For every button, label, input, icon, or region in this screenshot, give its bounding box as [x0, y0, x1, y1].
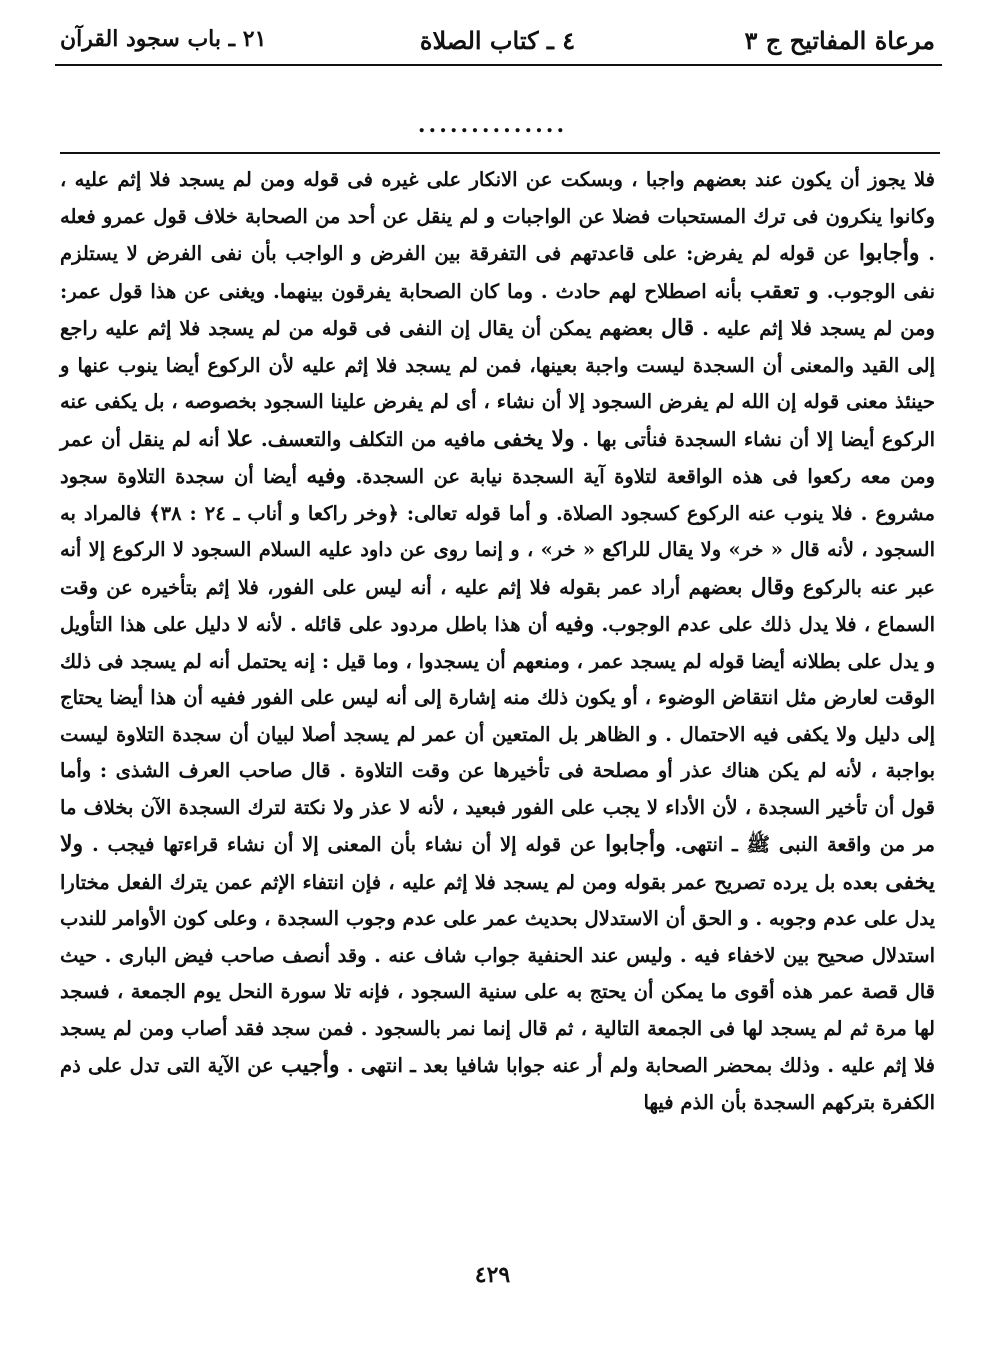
text-run: بعضهم يمكن أن يقال إن النفى فى قوله من لم يسجد فلا إثم عليه راجع إلى القيد والمعنى أن السجدة ليست واجبة بعينها، فمن لم يسجد فلا إثم عليه لأن الركوع أيضا ينوب عنها و حينئذ معنى قوله إن الله لم يفرض السجود إلا أن نشاء ، أى لم يفرض علينا السجود بخصوصه ، بل يكفى عنه الركوع أيضا إلا أن نشاء السجدة فنأتى بها .	[60, 317, 936, 451]
text-run: مافيه من التكلف والتعسف.	[260, 427, 486, 451]
keyword: وفيه	[554, 611, 595, 637]
text-run: أن هذا باطل مردود على قائله . لأنه لا دليل على هذا التأويل و يدل على بطلانه أيضا قوله لم يسجد عمر ، ومنعهم أن يسجدوا ، وما قيل : إنه يحتمل أنه لم يسجد فى ذلك الوقت لعارض مثل انتقاض الوضوء ، أو يكون ذلك منه إشارة إلى أنه ليس على الفور ففيه أن هذا أيضا يحتاج إلى دليل ولا يكفى فيه الاحتمال . و الظاهر بل المتعين أن عمر لم يسجد أصلا لبيان أن سجدة التلاوة ليست بواجبة ، لأنه لم يكن هناك عذر أو مصلحة فى تأخيرها عن وقت التلاوة . قال صاحب العرف الشذى : وأما قول أن تأخير السجدة ، لأن الأداء لا يجب على الفور فبعيد ، لأنه لا عذر ولا نكتة لترك السجدة الآن بخلاف ما مر من واقعة النبى ﷺ ـ انتهى.	[60, 613, 936, 856]
keyword: ولا يخفى	[60, 831, 935, 895]
text-run: أنه لم ينقل أن عمر ومن معه ركعوا فى هذه الواقعة لتلاوة آية السجدة نيابة عن السجدة.	[60, 427, 935, 488]
page-number: ٤٢٩	[474, 1262, 511, 1288]
keyword: وأجابوا	[858, 240, 920, 266]
chapter-title: ٤ ـ كتاب الصلاة	[419, 26, 576, 55]
text-run: أيضا أن سجدة التلاوة سجود مشروع . فلا ينوب عنه الركوع كسجود الصلاة. و أما قوله تعالى: ﴿وخر راكعا و أناب ـ ٢٤ : ٣٨﴾ فالمراد به السجود ، لأنه قال « خر» ولا يقال للراكع « خر» ، و إنما روى عن داود عليه السلام السجود لا الركوع إلا أنه عبر عنه بالركوع	[60, 465, 935, 599]
book-title: مرعاة المفاتيح ج ٣	[744, 26, 935, 55]
keyword: علا	[227, 425, 254, 452]
text-run: عن قوله لم يفرض: على قاعدتهم فى التفرقة بين الفرض و الواجب بأن نفى الفرض لا يستلزم نفى الوجوب.	[60, 242, 935, 303]
text-run: بعده بل يرده تصريح عمر بقوله ومن لم يسجد فلا إثم عليه ، فإن انتفاء الإثم عمن يترك الفعل مختارا يدل على عدم وجوبه . و الحق أن الاستدلال بحديث عمر على عدم وجوب السجدة ، وعلى كون الأوامر للندب استدلال صحيح بين لاخفاء فيه . وليس عند الحنفية جواب شاف عنه . وقد أنصف صاحب فيض البارى . حيث قال قصة عمر هذه أقوى ما يمكن أن يحتج به على سنية السجود ، فإنه تلا سورة النحل يوم الجمعة ، فسجد لها مرة ثم لم يسجد لها فى الجمعة التالية ، ثم قال إنما نمر بالسجود . فمن سجد فقد أصاب ومن لم يسجد فلا إثم عليه . وذلك بمحضر الصحابة ولم أر عنه جوابا شافيا بعد ـ انتهى .	[60, 870, 936, 1077]
header-divider	[55, 64, 942, 66]
text-run: عن الآية التى تدل على ذم الكفرة بتركهم السجدة بأن الذم فيها	[60, 1054, 935, 1114]
page-header	[60, 26, 935, 66]
keyword: وفيه	[306, 463, 346, 489]
text-run: بأنه اصطلاح لهم حادث . وما كان الصحابة يفرقون بينهما. ويغنى عن هذا قول عمر: ومن لم يسجد فلا إثم عليه .	[60, 279, 935, 340]
text-run: بعضهم أراد عمر بقوله فلا إثم عليه ، أنه ليس على الفور، فلا إثم بتأخيره عن وقت السماع ، فلا يدل ذلك على عدم الوجوب.	[60, 575, 935, 636]
keyword: وأجيب	[280, 1052, 340, 1078]
text-run: فلا يجوز أن يكون عند بعضهم واجبا ، وبسكت عن الانكار على غيره فى قوله ومن لم يسجد فلا إثم عليه ، وكانوا ينكرون فى ترك المستحبات فضلا عن الواجبات و لم ينقل عن أحد من الصحابة خلاف قول عمرو فعله .	[60, 168, 935, 265]
keyword: و تعقب	[749, 277, 819, 304]
text-run: عن قوله إلا أن نشاء بأن المعنى إلا أن نشاء قراءتها فيجب .	[91, 833, 597, 856]
body-divider	[60, 152, 940, 154]
keyword: وقال	[750, 573, 795, 600]
keyword: قال	[660, 315, 695, 341]
main-text	[60, 162, 935, 1121]
separator-dots: ..............	[417, 112, 568, 138]
keyword: وأجابوا	[605, 831, 666, 857]
section-title: ٢١ ـ باب سجود القرآن	[60, 26, 267, 52]
paragraph	[60, 162, 935, 1121]
keyword: ولا يخفى	[493, 425, 575, 452]
